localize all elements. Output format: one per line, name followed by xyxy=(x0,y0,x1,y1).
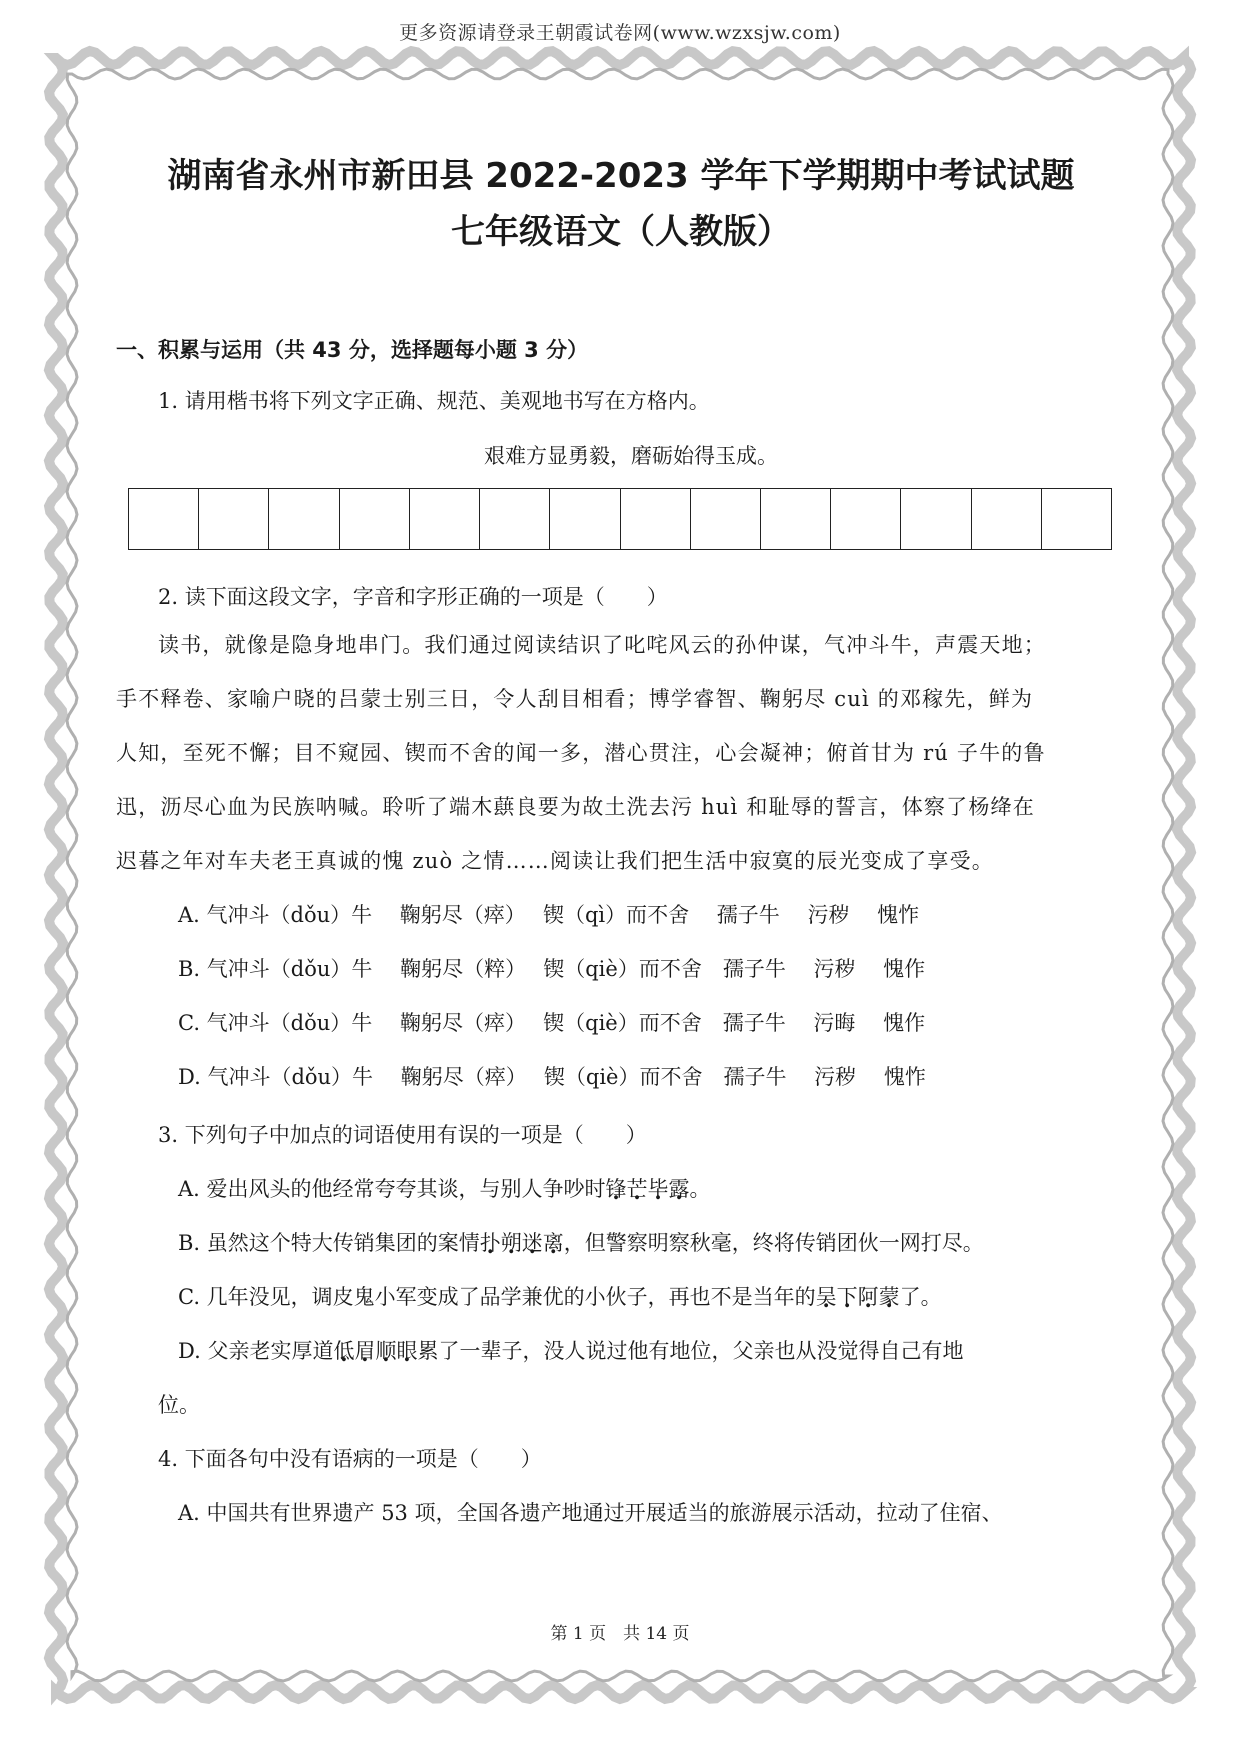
grid-cell[interactable] xyxy=(831,489,901,549)
grid-cell[interactable] xyxy=(691,489,761,549)
grid-cell[interactable] xyxy=(1042,489,1111,549)
emphasis-char: 阿 . xyxy=(858,1285,879,1309)
question-3-stem: 3. 下列句子中加点的词语使用有误的一项是（ ） xyxy=(158,1123,647,1147)
exam-page-content xyxy=(116,150,1126,1540)
question-2-passage xyxy=(116,618,1126,888)
question-3-option-d xyxy=(116,1324,1126,1378)
question-4-option-a: A. 中国共有世界遗产 53 项，全国各遗产地通过开展适当的旅游展示活动，拉动了住宿、 xyxy=(178,1501,1003,1525)
grid-cell[interactable] xyxy=(410,489,480,549)
question-1-motto: 艰难方显勇毅，磨砺始得玉成。 xyxy=(484,444,778,468)
emphasis-char: 蒙 . xyxy=(879,1285,900,1309)
option-text: ，但警察明察秋毫，终将传销团伙一网打尽。 xyxy=(563,1231,984,1255)
grid-cell[interactable] xyxy=(972,489,1042,549)
emphasis-char: 迷 . xyxy=(522,1231,543,1255)
question-1-stem: 1. 请用楷书将下列文字正确、规范、美观地书写在方格内。 xyxy=(158,389,710,413)
source-watermark-header: 更多资源请登录王朝霞试卷网(www.wzxsjw.com) xyxy=(399,22,841,44)
option-text: D. 父亲老实厚道 xyxy=(178,1339,334,1363)
question-2-stem: 2. 读下面这段文字，字音和字形正确的一项是（ ） xyxy=(158,585,668,609)
question-2-option-a: A. 气冲斗（dǒu）牛 鞠躬尽（瘁） 锲（qì）而不舍 孺子牛 污秽 愧怍 xyxy=(178,903,920,927)
question-3-option-c xyxy=(116,1270,1126,1324)
option-text: C. 几年没见，调皮鬼小军变成了品学兼优的小伙子，再也不是当年的 xyxy=(178,1285,816,1309)
passage-line: 迟暮之年对车夫老王真诚的愧 zuò 之情……阅读让我们把生活中寂寞的辰光变成了享受。 xyxy=(116,849,994,873)
question-2-option-c: C. 气冲斗（dǒu）牛 鞠躬尽（瘁） 锲（qiè）而不舍 孺子牛 污晦 愧作 xyxy=(178,1011,926,1035)
passage-line: 读书，就像是隐身地串门。我们通过阅读结识了叱咤风云的孙仲谋，气冲斗牛，声震天地； xyxy=(158,633,1046,657)
grid-cell[interactable] xyxy=(480,489,550,549)
passage-line: 手不释卷、家喻户晓的吕蒙士别三日，令人刮目相看；博学睿智、鞠躬尽 cuì 的邓稼先，鲜为 xyxy=(116,687,1034,711)
emphasis-char: 眼 . xyxy=(396,1339,417,1363)
grid-cell[interactable] xyxy=(550,489,620,549)
option-text: 累了一辈子，没人说过他有地位，父亲也从没觉得自己有地 xyxy=(417,1339,964,1363)
grid-cell[interactable] xyxy=(269,489,339,549)
page-number: 第 1 页 共 14 页 xyxy=(550,1624,690,1644)
exam-subtitle: 七年级语文（人教版） xyxy=(451,212,791,252)
exam-title: 湖南省永州市新田县 2022-2023 学年下学期期中考试试题 xyxy=(167,156,1075,196)
emphasis-char: 吴 . xyxy=(816,1285,837,1309)
emphasis-char: 顺 . xyxy=(375,1339,396,1363)
question-3-option-d-continued: 位。 xyxy=(158,1393,200,1417)
passage-line: 人知，至死不懈；目不窥园、锲而不舍的闻一多，潜心贯注，心会凝神；俯首甘为 rú 子牛的鲁 xyxy=(116,741,1046,765)
question-2-option-d: D. 气冲斗（dǒu）牛 鞠躬尽（瘁） 锲（qiè）而不舍 孺子牛 污秽 愧怍 xyxy=(178,1065,926,1089)
emphasis-char: 离 . xyxy=(543,1231,564,1255)
option-text: A. 爱出风头的他经常夸夸其谈，与别人争吵时 xyxy=(178,1177,606,1201)
emphasis-char: 芒 . xyxy=(627,1177,648,1201)
emphasis-char: 朔 . xyxy=(501,1231,522,1255)
emphasis-char: 低 . xyxy=(333,1339,354,1363)
grid-cell[interactable] xyxy=(621,489,691,549)
question-4-stem: 4. 下面各句中没有语病的一项是（ ） xyxy=(158,1447,542,1471)
question-3-option-a xyxy=(116,1162,1126,1216)
dotted-phrase xyxy=(816,1285,900,1309)
dotted-phrase xyxy=(606,1177,690,1201)
emphasis-char: 露 . xyxy=(669,1177,690,1201)
question-3-option-b xyxy=(116,1216,1126,1270)
dotted-phrase xyxy=(480,1231,564,1255)
grid-cell[interactable] xyxy=(129,489,199,549)
dotted-phrase xyxy=(333,1339,417,1363)
grid-cell[interactable] xyxy=(340,489,410,549)
emphasis-char: 毕 . xyxy=(648,1177,669,1201)
grid-cell[interactable] xyxy=(901,489,971,549)
emphasis-char: 扑 . xyxy=(480,1231,501,1255)
grid-cell[interactable] xyxy=(199,489,269,549)
emphasis-char: 锋 . xyxy=(606,1177,627,1201)
option-text: 了。 xyxy=(899,1285,942,1309)
section-heading: 一、积累与运用（共 43 分，选择题每小题 3 分） xyxy=(116,338,589,362)
emphasis-char: 下 . xyxy=(837,1285,858,1309)
emphasis-char: 眉 . xyxy=(354,1339,375,1363)
question-2-option-b: B. 气冲斗（dǒu）牛 鞠躬尽（粹） 锲（qiè）而不舍 孺子牛 污秽 愧作 xyxy=(178,957,926,981)
option-text: B. 虽然这个特大传销集团的案情 xyxy=(178,1231,480,1255)
grid-cell[interactable] xyxy=(761,489,831,549)
option-text: 。 xyxy=(689,1177,711,1201)
writing-grid[interactable] xyxy=(128,488,1112,550)
passage-line: 迅，沥尽心血为民族呐喊。聆听了端木蕻良要为故土洗去污 huì 和耻辱的誓言，体察了杨绛在 xyxy=(116,795,1035,819)
